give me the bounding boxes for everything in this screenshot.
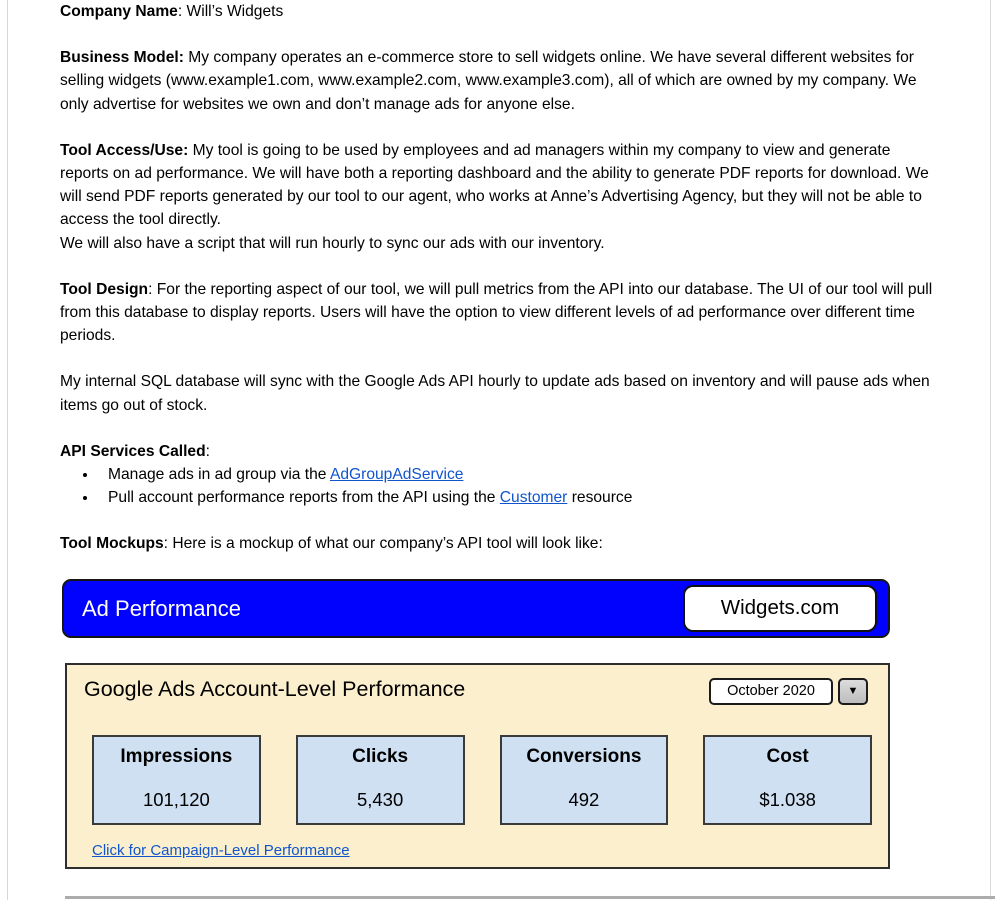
metric-value: 5,430 — [356, 789, 404, 811]
mockup-header-title: Ad Performance — [82, 595, 241, 621]
bullet-text-before: Pull account performance reports from the API using the — [108, 489, 500, 507]
tool-mockups-text: : Here is a mockup of what our company’s API tool will look like: — [163, 535, 603, 553]
metric-card — [500, 735, 669, 825]
metric-label: Impressions — [120, 745, 233, 767]
bullet-text-after: resource — [567, 489, 633, 507]
company-name-label: Company Name — [60, 3, 178, 20]
metrics-row — [83, 735, 872, 825]
metric-value: 492 — [568, 789, 600, 811]
paragraph-tool-access-line2 — [60, 232, 940, 255]
dropdown-arrow-button[interactable] — [838, 678, 868, 705]
widgets-site-button[interactable]: Widgets.com — [683, 585, 877, 632]
performance-panel — [65, 663, 890, 869]
tool-access-text: My tool is going to be used by employees and ad managers within my company to view and generate reports on ad performance. We will have both a reporting dashboard and the ability to generate PDF reports for download. We will send PDF reports generated by our tool to our agent, who works at Anne’s Advertising Agency, but they will not be able to access the tool directly. — [60, 141, 929, 229]
page-left-edge — [7, 0, 8, 900]
business-model-text: My company operates an e-commerce store to sell widgets online. We have several different websites for selling widgets (www.example1.com, www.example2.com, www.example3.com), all of which are owned by my company. We only advertise for websites we own and don’t manage ads for anyone else. — [60, 49, 917, 113]
mockup-header — [62, 579, 890, 638]
panel-title: Google Ads Account-Level Performance — [84, 676, 466, 701]
tool-design-text: : For the reporting aspect of our tool, we will pull metrics from the API into our database. The UI of our tool will pull from this database to display reports. Users will have the option to view different levels of ad performance over different time periods. — [60, 280, 933, 345]
campaign-link-row — [92, 839, 872, 862]
business-model-label: Business Model: — [60, 49, 184, 67]
page-right-edge — [990, 0, 991, 900]
metric-value: $1.038 — [759, 789, 816, 811]
list-item-customer — [98, 486, 940, 509]
tool-access-label: Tool Access/Use: — [60, 141, 189, 159]
adgroupadservice-link[interactable]: AdGroupAdService — [329, 466, 464, 484]
month-dropdown[interactable] — [709, 678, 868, 705]
paragraph-business-model — [60, 46, 940, 116]
paragraph-api-services — [60, 440, 940, 463]
customer-link[interactable]: Customer — [499, 489, 568, 507]
metric-card — [296, 735, 465, 825]
metric-label: Conversions — [526, 745, 642, 767]
paragraph-tool-mockups — [60, 532, 940, 555]
next-element-top-edge — [65, 896, 995, 899]
metric-label: Cost — [766, 745, 809, 767]
metric-card — [703, 735, 872, 825]
campaign-level-link[interactable]: Click for Campaign-Level Performance — [92, 841, 350, 859]
sql-note-text: My internal SQL database will sync with the Google Ads API hourly to update ads based on inventory and will pause ads when items go out of stock. — [60, 373, 930, 414]
month-dropdown-value[interactable]: October 2020 — [709, 678, 833, 705]
paragraph-tool-access — [60, 139, 940, 232]
company-name-value: : Will’s Widgets — [177, 3, 284, 20]
mockup — [60, 579, 940, 869]
tool-mockups-label: Tool Mockups — [60, 535, 164, 553]
metric-value: 101,120 — [142, 789, 210, 811]
tool-access-line2: We will also have a script that will run hourly to sync our ads with our inventory. — [60, 234, 605, 252]
paragraph-company-name — [60, 0, 940, 23]
api-services-colon: : — [205, 442, 210, 460]
api-services-label: API Services Called — [60, 442, 206, 460]
bullet-text-before: Manage ads in ad group via the — [108, 466, 330, 484]
chevron-down-icon: ▼ — [847, 685, 859, 698]
metric-card — [92, 735, 261, 825]
paragraph-tool-design — [60, 278, 940, 348]
list-item-adgroupadservice — [98, 463, 940, 486]
document-body — [60, 0, 940, 869]
api-services-list — [60, 463, 940, 509]
paragraph-sql-note — [60, 370, 940, 416]
tool-design-label: Tool Design — [60, 280, 149, 298]
panel-header-row — [83, 678, 872, 705]
metric-label: Clicks — [352, 745, 409, 767]
